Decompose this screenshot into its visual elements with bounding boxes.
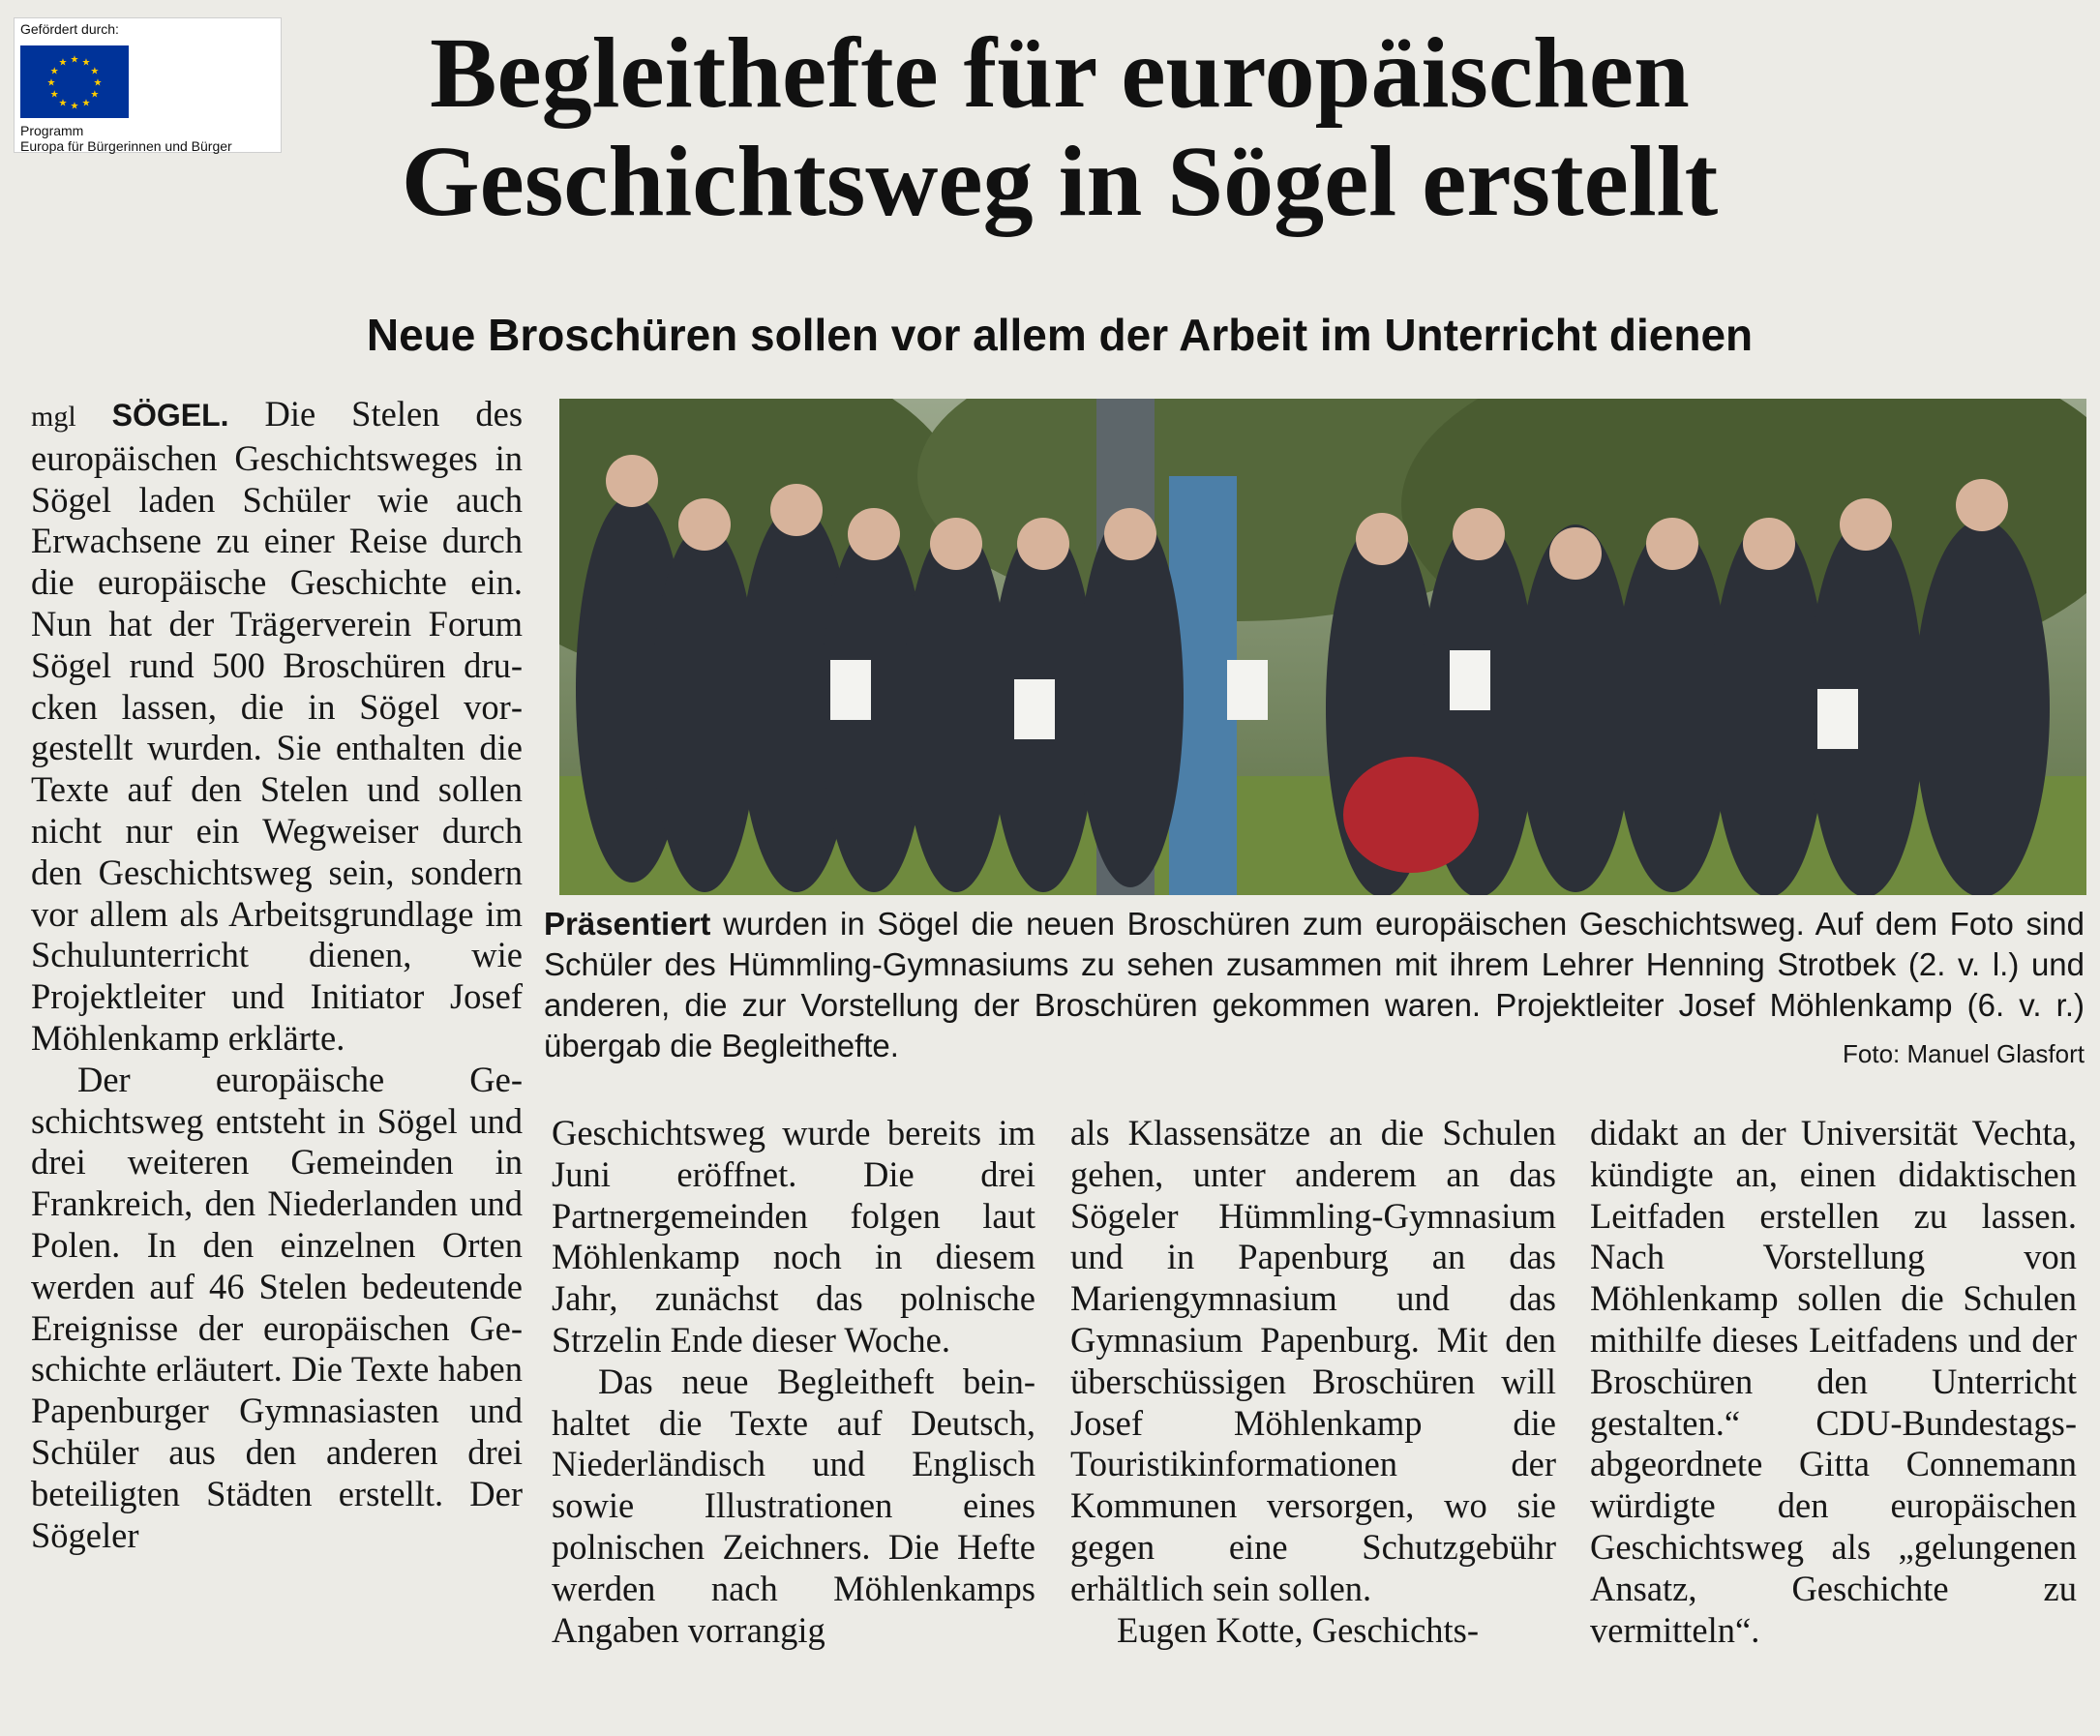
headline [290,19,1829,236]
headline-line-1: Begleithefte für europäischen [430,17,1690,129]
eu-flag-icon [20,45,129,118]
headline-line-2: Geschichtsweg in Sögel erstellt [401,126,1719,237]
article-column-4 [1590,1113,2077,1651]
svg-text:★: ★ [58,57,68,69]
eu-sponsor-logo [14,17,282,153]
svg-text:★: ★ [93,77,103,89]
svg-text:★: ★ [90,66,100,77]
paragraph: Eugen Kotte, Geschichts- [1117,1609,1480,1650]
svg-text:★: ★ [90,89,100,101]
svg-text:★: ★ [49,66,59,77]
group-photo [559,399,2086,895]
svg-text:★: ★ [81,57,91,69]
article-column-3 [1070,1113,1556,1651]
svg-text:★: ★ [70,101,79,112]
program-text: Programm Europa für Bürgerinnen und Bürger [20,123,232,154]
paragraph: Das neue Begleitheft beinhaltet die Texte auf Deutsch, Niederländisch und Englisch sowie Illustrationen eines polnischen Zeichners. Die Hefte werden nach Möhlenkamps Angaben vorrangig [552,1361,1035,1650]
photo-credit: Foto: Manuel Glasfort [1843,1039,2085,1068]
svg-text:★: ★ [46,77,56,89]
svg-text:★: ★ [49,89,59,101]
svg-text:★: ★ [81,98,91,109]
caption-text: wurden in Sögel die neuen Broschüren zum europäischen Geschichtsweg. Auf dem Foto sind Schüler des Hümmling-Gymnasiums zu sehen zusammen mit ihrem Lehrer Henning Strotbek (2. v. l.) und anderen, die zur Vorstellung der Broschüren gekommen waren. Projektleiter Josef Möhlenkamp (6. v. r.) übergab die Begleithefte. [544,906,2085,1063]
paragraph: als Klassensätze an die Schulen gehen, unter anderem an das Sögeler Hümmling-Gymnasium und in Papenburg an das Mariengymnasium und das Gymnasium Papenburg. Mit den überschüssigen Broschüren will Josef Möhlenkamp die Touristikinformationen der Kommunen versorgen, wo sie gegen eine Schutzgebühr erhältlich sein sollen. [1070,1113,1556,1608]
caption-lead: Präsentiert [544,906,711,942]
article-column-2 [552,1113,1035,1651]
svg-text:★: ★ [58,98,68,109]
article-column-1 [31,394,523,1556]
photo-caption [544,904,2085,1074]
author-initials: mgl [31,401,76,433]
paragraph: Geschichtsweg wurde bereits im Juni eröffnet. Die drei Partnergemeinden folgen laut Möhlenkamp noch in diesem Jahr, zunächst das polnische Strzelin Ende dieser Woche. [552,1113,1035,1360]
paragraph: Der europäische Geschichtsweg entsteht in Sögel und drei weiteren Gemeinden in Frankreich, den Niederlanden und Polen. In den einzelnen Orten werden auf 46 Stelen bedeutende Ereignisse der europäischen Geschichte erläutert. Die Texte haben Papenburger Gymnasiasten und Schüler aus den anderen drei beteiligten Städten erstellt. Der Sögeler [31,1059,523,1555]
paragraph: didakt an der Universität Vechta, kündigte an, einen didaktischen Leitfaden erstellen zu lassen. Nach Vorstellung von Möhlenkamp sollen die Schulen mithilfe dieses Leitfadens und der Broschüren den Unterricht gestalten.“ CDU-Bundestagsabgeordnete Gitta Connemann würdigte den europäischen Geschichtsweg als „gelungenen Ansatz, Geschichte zu vermitteln“. [1590,1113,2077,1650]
sponsor-label: Gefördert durch: [20,21,119,37]
subheadline: Neue Broschüren sollen vor allem der Arbeit im Unterricht dienen [366,310,1754,360]
paragraph: mgl SÖGEL. Die Stelen des europäischen Geschichtsweges in Sögel laden Schüler wie auch Erwachsene zu einer Reise durch die europäische Geschichte ein. Nun hat der Trägerverein Forum Sögel rund 500 Broschüren drucken lassen, die in Sögel vorgestellt wurden. Sie enthalten die Texte auf den Stelen und sollen nicht nur ein Wegweiser durch den Geschichtsweg sein, sondern vor allem als Arbeitsgrundlage im Schulunterricht dienen, wie Projektleiter und Initiator Josef Möhlenkamp erklärte. [31,394,524,1058]
dateline: SÖGEL. [111,398,229,433]
svg-text:★: ★ [70,54,79,66]
